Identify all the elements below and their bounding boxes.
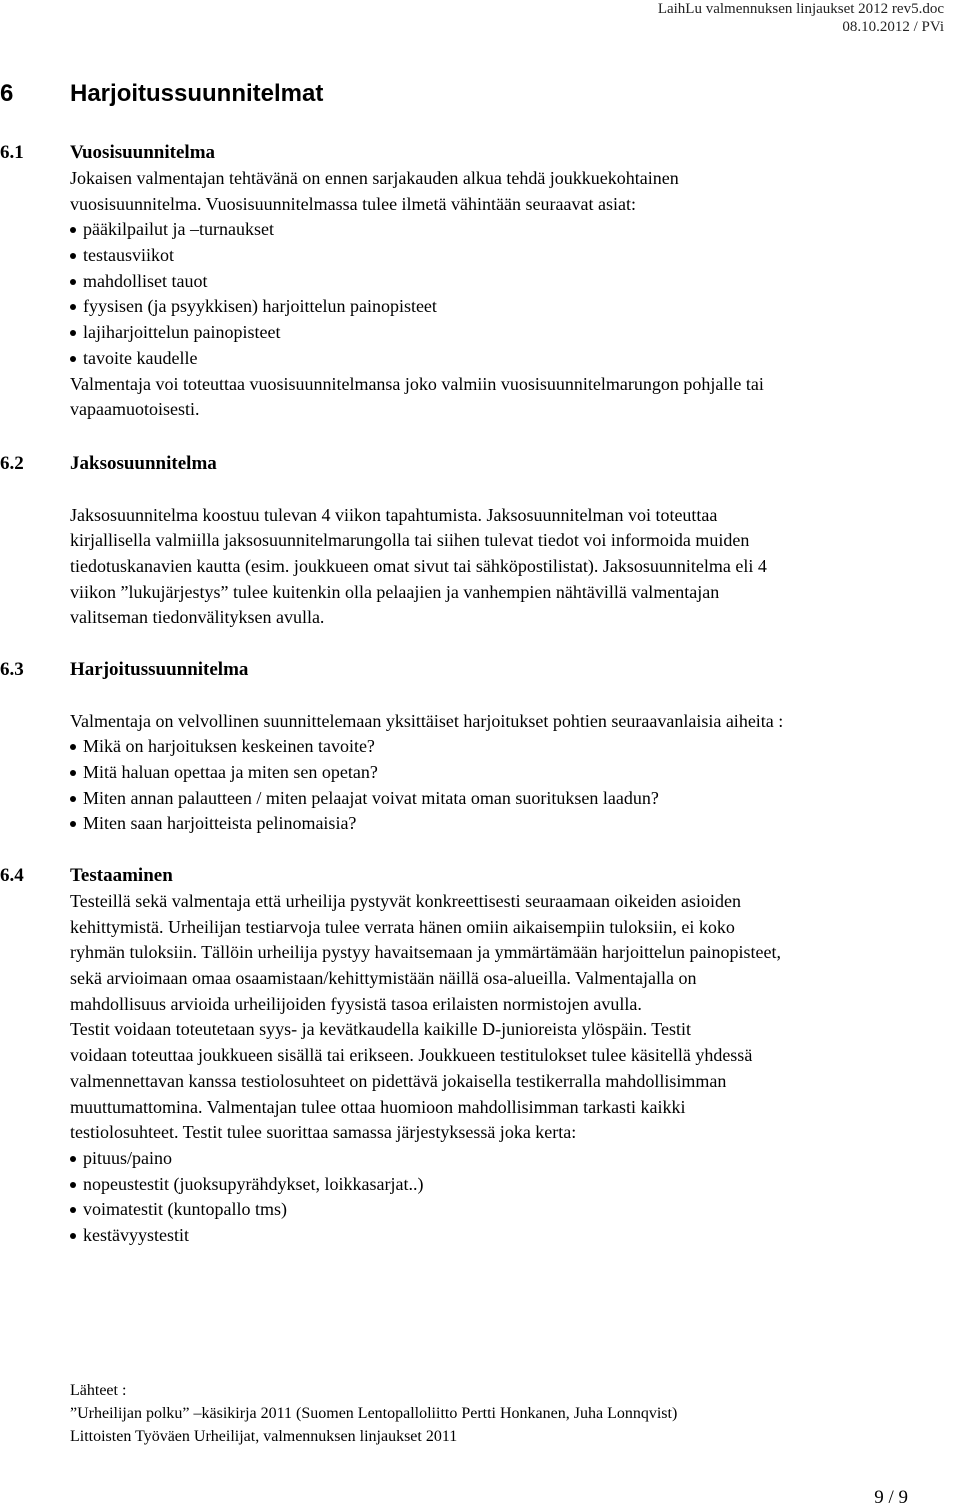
section-title: Vuosisuunnitelma [70, 142, 216, 163]
references-label: Lähteet : [70, 1382, 127, 1399]
paragraph-line: Testit voidaan toteutetaan syys- ja kevätkaudella kaikille D-junioreista ylöspäin. Testit [70, 1019, 691, 1040]
references [70, 1379, 677, 1448]
paragraph-line: testiolosuhteet. Testit tulee suorittaa samassa järjestyksessä joka kerta: [70, 1122, 577, 1143]
section-title: Harjoitussuunnitelma [70, 659, 249, 680]
section-title: Jaksosuunnitelma [70, 453, 217, 474]
section-heading [0, 140, 960, 166]
list-item: mahdolliset tauot [70, 269, 950, 295]
section-6-3 [0, 657, 960, 837]
paragraph-line: voidaan toteuttaa joukkueen sisällä tai erikseen. Joukkueen testitulokset tulee käsitellä yhdessä [70, 1045, 753, 1066]
page-number: 9 / 9 [874, 1487, 908, 1508]
list-item: nopeustestit (juoksupyrähdykset, loikkasarjat..) [70, 1172, 950, 1198]
section-number: 6.3 [0, 659, 24, 680]
bullet-list [70, 1146, 950, 1249]
section-body [70, 683, 950, 837]
list-item: Mitä haluan opettaa ja miten sen opetan? [70, 760, 950, 786]
reference-item: ”Urheilijan polku” –käsikirja 2011 (Suomen Lentopalloliitto Pertti Honkanen, Juha Lonnqvist) [70, 1405, 678, 1422]
paragraph-line: muuttumattomina. Valmentajan tulee ottaa huomioon mahdollisimman tarkasti kaikki [70, 1096, 686, 1117]
section-body [70, 477, 950, 631]
paragraph-line: kirjallisella valmiilla jaksosuunnitelmarungolla tai siihen tulevat tiedot voi informoida muiden [70, 530, 750, 551]
section-6-1 [0, 140, 960, 423]
list-item: Miten saan harjoitteista pelinomaisia? [70, 811, 950, 837]
paragraph-line: valitseman tiedonvälityksen avulla. [70, 607, 325, 628]
list-item: Mikä on harjoituksen keskeinen tavoite? [70, 734, 950, 760]
list-item: testausviikot [70, 243, 950, 269]
paragraph-line: Jokaisen valmentajan tehtävänä on ennen sarjakauden alkua tehdä joukkuekohtainen [70, 168, 679, 188]
paragraph-line: vapaamuotoisesti. [70, 399, 200, 420]
document-header [658, 0, 944, 36]
section-body [70, 166, 950, 423]
section-body [70, 889, 950, 1249]
paragraph-line: Valmentaja voi toteuttaa vuosisuunnitelmansa joko valmiin vuosisuunnitelmarungon pohjalle tai [70, 373, 764, 394]
list-item: pituus/paino [70, 1146, 950, 1172]
paragraph-line: mahdollisuus arvioida urheilijoiden fyysistä tasoa erilaisten normistojen avulla. [70, 993, 642, 1014]
list-item: Miten annan palautteen / miten pelaajat voivat mitata oman suorituksen laadun? [70, 786, 950, 812]
list-item: voimatestit (kuntopallo tms) [70, 1197, 950, 1223]
header-filename: LaihLu valmennuksen linjaukset 2012 rev5.doc [657, 1, 944, 17]
list-item: tavoite kaudelle [70, 346, 950, 372]
bullet-list [70, 217, 950, 371]
section-heading [0, 863, 960, 889]
section-title: Testaaminen [70, 865, 173, 886]
section-6-4 [0, 863, 960, 1249]
chapter-number: 6 [0, 80, 14, 107]
reference-item: Littoisten Työväen Urheilijat, valmennuksen linjaukset 2011 [70, 1428, 458, 1445]
section-number: 6.1 [0, 142, 24, 163]
chapter-heading [0, 78, 323, 110]
paragraph-line: sekä arvioimaan omaa osaamistaan/kehittymistään näillä osa-alueilla. Valmentajalla on [70, 968, 697, 989]
header-date-author: 08.10.2012 / PVi [842, 19, 944, 35]
list-item: fyysisen (ja psyykkisen) harjoittelun painopisteet [70, 294, 950, 320]
list-item: kestävyystestit [70, 1223, 950, 1249]
paragraph-line: Jaksosuunnitelma koostuu tulevan 4 viikon tapahtumista. Jaksosuunnitelman voi toteuttaa [70, 504, 718, 525]
paragraph-line: vuosisuunnitelma. Vuosisuunnitelmassa tulee ilmetä vähintään seuraavat asiat: [70, 193, 636, 214]
section-heading [0, 451, 960, 477]
paragraph-line: Testeillä sekä valmentaja että urheilija pystyvät konkreettisesti seuraamaan oikeiden asioiden [70, 891, 742, 911]
section-6-2 [0, 451, 960, 631]
paragraph-line: valmennettavan kanssa testiolosuhteet on pidettävä jokaisella testikerralla mahdollisimman [70, 1070, 727, 1091]
paragraph-line: tiedotuskanavien kautta (esim. joukkueen omat sivut tai sähköpostilistat). Jaksosuunnitelma eli 4 [70, 556, 767, 577]
paragraph-line: Valmentaja on velvollinen suunnittelemaan yksittäiset harjoitukset pohtien seuraavanlaisia aiheita : [70, 710, 784, 731]
bullet-list [70, 734, 950, 837]
paragraph-line: ryhmän tuloksiin. Tällöin urheilija pystyy havaitsemaan ja ymmärtämään harjoittelun painopisteet, [70, 942, 781, 963]
section-heading [0, 657, 960, 683]
chapter-title: Harjoitussuunnitelmat [70, 80, 324, 107]
section-number: 6.2 [0, 453, 24, 474]
list-item: pääkilpailut ja –turnaukset [70, 217, 950, 243]
list-item: lajiharjoittelun painopisteet [70, 320, 950, 346]
paragraph-line: kehittymistä. Urheilijan testiarvoja tulee verrata hänen omiin aikaisempiin tuloksiin, ei koko [70, 916, 735, 937]
section-number: 6.4 [0, 865, 24, 886]
paragraph-line: viikon ”lukujärjestys” tulee kuitenkin olla pelaajien ja vanhempien nähtävillä valmentajan [70, 581, 720, 602]
